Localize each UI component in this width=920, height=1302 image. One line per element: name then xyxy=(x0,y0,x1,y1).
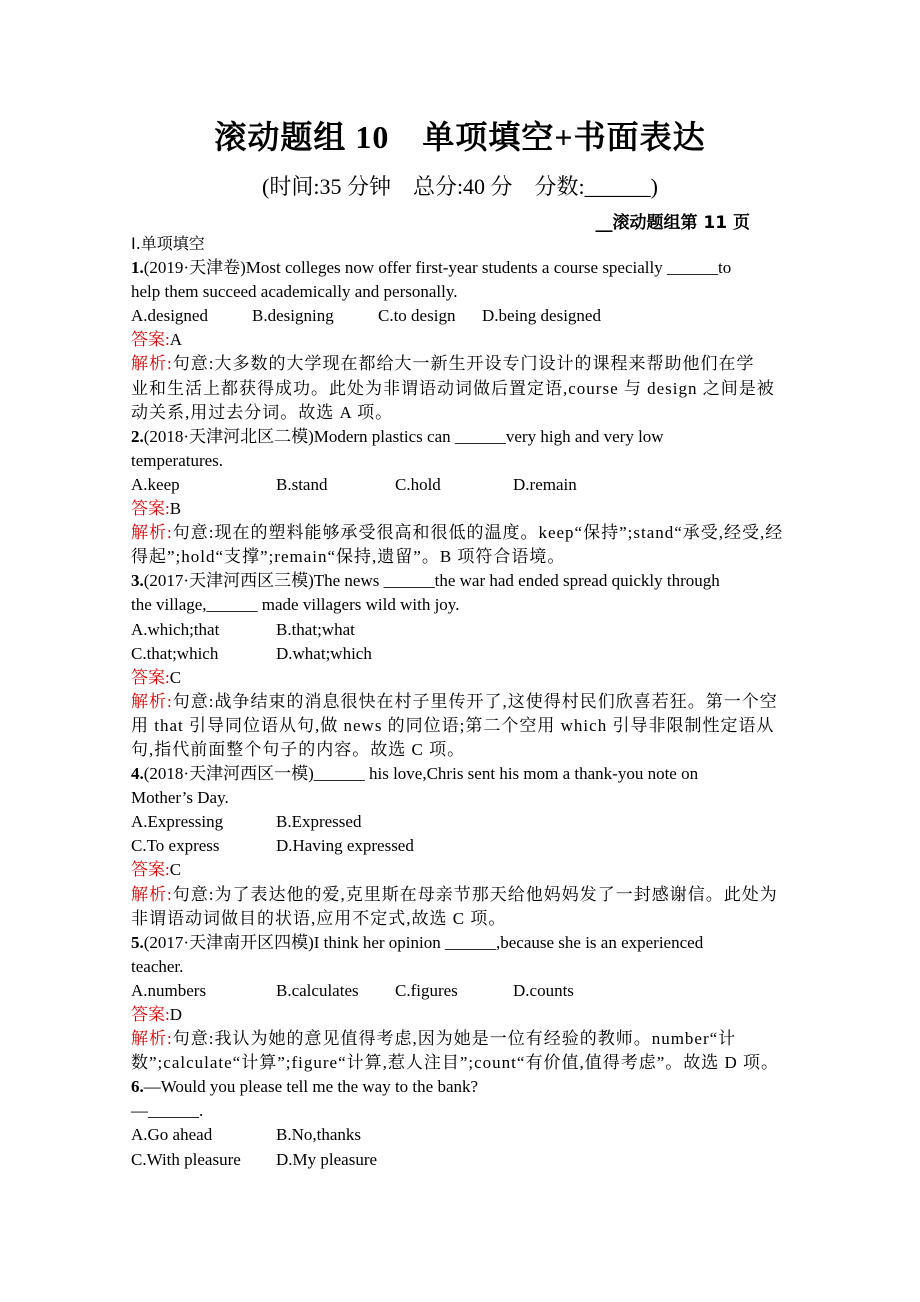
question-stem-text: —Would you please tell me the way to the bank? xyxy=(143,1077,479,1097)
analysis-line xyxy=(131,690,791,714)
analysis-line xyxy=(131,714,791,738)
option: C.hold xyxy=(395,474,441,494)
analysis-text: 用 that 引导同位语从句,做 news 的同位语;第二个空用 which 引导非限制性定语从 xyxy=(131,715,775,735)
options-row xyxy=(131,642,791,666)
page-subtitle: (时间:35 分钟 总分:40 分 分数:______) xyxy=(262,174,658,199)
analysis-line xyxy=(131,521,791,545)
section-heading: Ⅰ.单项填空 xyxy=(131,234,205,253)
question-stem-text: (2019·天津卷)Most colleges now offer first-year students a course specially ______to xyxy=(143,258,732,278)
question-stem-line xyxy=(131,449,791,473)
answer-value: C xyxy=(169,667,182,687)
analysis-line xyxy=(131,738,791,762)
question-number: 5. xyxy=(131,932,144,952)
answer-line xyxy=(131,497,791,521)
analysis-line xyxy=(131,907,791,931)
question-number: 1. xyxy=(131,258,144,278)
option: D.counts xyxy=(513,980,574,1000)
question-stem-text: temperatures. xyxy=(131,450,224,470)
option: B.stand xyxy=(276,474,328,494)
question-stem-text: help them succeed academically and personally. xyxy=(131,282,458,302)
analysis-text: 句意:我认为她的意见值得考虑,因为她是一位有经验的教师。number“计 xyxy=(172,1029,737,1049)
analysis-line xyxy=(131,545,791,569)
answer-line xyxy=(131,1003,791,1027)
question-stem-text: teacher. xyxy=(131,956,184,976)
options-row xyxy=(131,1148,791,1172)
option: B.calculates xyxy=(276,980,359,1000)
options-row xyxy=(131,618,791,642)
answer-line xyxy=(131,858,791,882)
option: C.that;which xyxy=(131,643,219,663)
answer-label: 答案: xyxy=(131,330,170,350)
analysis-text: 句意:大多数的大学现在都给大一新生开设专门设计的课程来帮助他们在学 xyxy=(172,354,755,374)
analysis-line xyxy=(131,401,791,425)
option: A.which;that xyxy=(131,619,220,639)
question-stem-line xyxy=(131,931,791,955)
question-stem-text: the village,______ made villagers wild with joy. xyxy=(131,595,460,615)
answer-line xyxy=(131,328,791,352)
analysis-text: 动关系,用过去分词。故选 A 项。 xyxy=(131,402,394,422)
options-row xyxy=(131,304,791,328)
analysis-label: 解析: xyxy=(131,523,173,543)
option: D.remain xyxy=(513,474,577,494)
option: A.keep xyxy=(131,474,180,494)
question-stem-line xyxy=(131,1075,791,1099)
analysis-text: 句,指代前面整个句子的内容。故选 C 项。 xyxy=(131,739,466,759)
answer-label: 答案: xyxy=(131,499,170,519)
options-row xyxy=(131,473,791,497)
answer-label: 答案: xyxy=(131,1005,170,1024)
option: B.designing xyxy=(252,306,334,326)
option: C.To express xyxy=(131,836,220,856)
answer-label: 答案: xyxy=(131,860,170,880)
options-row xyxy=(131,810,791,834)
question-stem-line xyxy=(131,762,791,786)
option: D.being designed xyxy=(482,306,601,326)
answer-value: A xyxy=(169,330,183,350)
analysis-text: 业和生活上都获得成功。此处为非谓语动词做后置定语,course 与 design 之间是被 xyxy=(131,378,775,398)
analysis-line xyxy=(131,883,791,907)
answer-value: B xyxy=(169,499,182,519)
option: A.Go ahead xyxy=(131,1125,213,1145)
option: D.Having expressed xyxy=(276,836,414,856)
question-stem-line xyxy=(131,425,791,449)
question-stem-text: Mother’s Day. xyxy=(131,788,229,808)
analysis-label: 解析: xyxy=(131,1029,173,1049)
analysis-text: 句意:战争结束的消息很快在村子里传开了,这使得村民们欣喜若狂。第一个空 xyxy=(172,691,778,711)
option: C.With pleasure xyxy=(131,1149,241,1169)
analysis-text: 句意:现在的塑料能够承受很高和很低的温度。keep“保持”;stand“承受,经受,经 xyxy=(172,523,784,543)
analysis-line xyxy=(131,352,791,376)
option: A.numbers xyxy=(131,980,207,1000)
option: C.figures xyxy=(395,980,458,1000)
option: A.Expressing xyxy=(131,812,224,832)
analysis-text: 非谓语动词做目的状语,应用不定式,故选 C 项。 xyxy=(131,908,507,928)
option: D.My pleasure xyxy=(276,1149,378,1169)
question-stem-line xyxy=(131,593,791,617)
analysis-line xyxy=(131,377,791,401)
analysis-label: 解析: xyxy=(131,691,173,711)
question-stem-line xyxy=(131,569,791,593)
question-number: 6. xyxy=(131,1077,144,1097)
answer-value: D xyxy=(169,1005,183,1024)
question-stem-text: —______. xyxy=(131,1101,204,1121)
option: B.No,thanks xyxy=(276,1125,361,1145)
question-number: 4. xyxy=(131,764,144,784)
page-title: 滚动题组 10 单项填空+书面表达 xyxy=(214,119,706,155)
question-stem-line xyxy=(131,786,791,810)
question-stem-text: (2018·天津河北区二模)Modern plastics can ______very high and very low xyxy=(143,426,664,446)
option: B.that;what xyxy=(276,619,355,639)
options-row xyxy=(131,834,791,858)
question-stem-text: (2018·天津河西区一模)______ his love,Chris sent his mom a thank-you note on xyxy=(143,764,699,784)
options-row xyxy=(131,979,791,1003)
analysis-label: 解析: xyxy=(131,354,173,374)
page-reference: __滚动题组第 11 页 xyxy=(595,213,750,233)
options-row xyxy=(131,1123,791,1147)
analysis-line xyxy=(131,1051,791,1075)
option: D.what;which xyxy=(276,643,372,663)
question-number: 2. xyxy=(131,426,144,446)
analysis-text: 数”;calculate“计算”;figure“计算,惹人注目”;count“有价值,值得考虑”。故选 D 项。 xyxy=(131,1053,780,1073)
question-stem-line xyxy=(131,955,791,979)
question-stem-line xyxy=(131,1099,791,1123)
analysis-text: 得起”;hold“支撑”;remain“保持,遗留”。B 项符合语境。 xyxy=(131,547,566,567)
analysis-label: 解析: xyxy=(131,884,173,904)
answer-value: C xyxy=(169,860,182,880)
answer-line xyxy=(131,666,791,690)
analysis-line xyxy=(131,1027,791,1051)
option: B.Expressed xyxy=(276,812,362,832)
question-stem-text: (2017·天津河西区三模)The news ______the war had ended spread quickly through xyxy=(143,571,720,591)
option: C.to design xyxy=(378,306,456,326)
question-list xyxy=(131,232,791,1172)
question-stem-line xyxy=(131,280,791,304)
question-stem-line xyxy=(131,256,791,280)
answer-label: 答案: xyxy=(131,667,170,687)
question-number: 3. xyxy=(131,571,144,591)
analysis-text: 句意:为了表达他的爱,克里斯在母亲节那天给他妈妈发了一封感谢信。此处为 xyxy=(172,884,778,904)
option: A.designed xyxy=(131,306,208,326)
question-stem-text: (2017·天津南开区四模)I think her opinion ______,because she is an experienced xyxy=(143,932,704,952)
